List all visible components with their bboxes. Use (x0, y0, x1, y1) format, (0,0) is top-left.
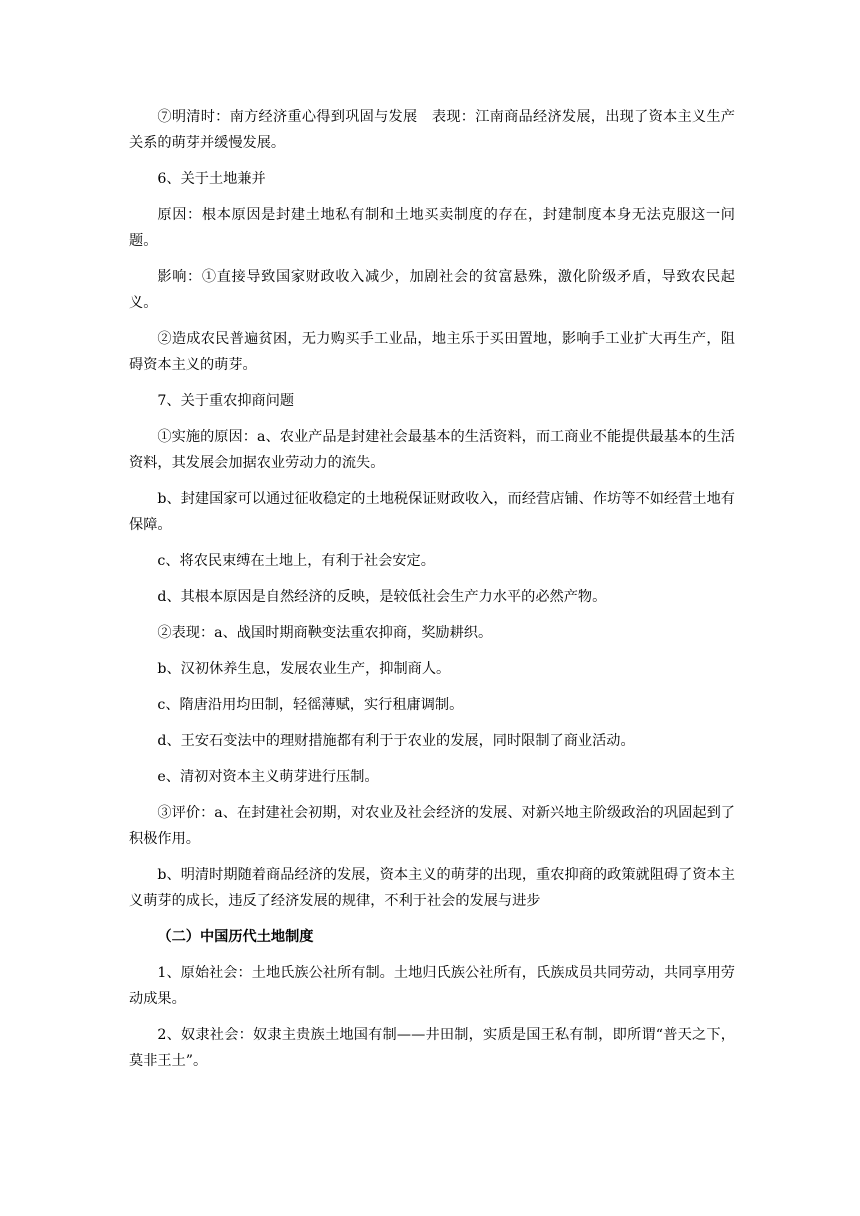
paragraph-policy-reason-a: ①实施的原因：a、农业产品是封建社会最基本的生活资料，而工商业不能提供最基本的生活资料，其发展会加据农业劳动力的流失。 (129, 429, 735, 471)
paragraph-ming-qing-economy: ⑦明清时：南方经济重心得到巩固与发展 表现：江南商品经济发展，出现了资本主义生产关系的萌芽并缓慢发展。 (129, 109, 735, 151)
paragraph-primitive-society: 1、原始社会：土地氏族公社所有制。土地归氏族公社所有，氏族成员共同劳动，共同享用劳动成果。 (129, 965, 735, 1007)
paragraph-annexation-impact-2: ②造成农民普遍贫困，无力购买手工业品，地主乐于买田置地，影响手工业扩大再生产，阻碍资本主义的萌芽。 (129, 331, 735, 373)
section-heading-land-system: （二）中国历代土地制度 (157, 929, 314, 945)
paragraph-policy-manifest-c: c、隋唐沿用均田制，轻徭薄赋，实行租庸调制。 (157, 697, 464, 713)
paragraph-policy-evaluation-b: b、明清时期随着商品经济的发展，资本主义的萌芽的出现，重农抑商的政策就阻碍了资本主义萌芽的成长，违反了经济发展的规律，不利于社会的发展与进步 (129, 867, 735, 909)
paragraph-policy-manifest-b: b、汉初休养生息，发展农业生产，抑制商人。 (157, 661, 451, 677)
paragraph-policy-manifest-e: e、清初对资本主义萌芽进行压制。 (157, 769, 379, 785)
section-heading-land-annexation: 6、关于土地兼并 (157, 171, 266, 187)
paragraph-annexation-impact-1: 影响：①直接导致国家财政收入减少，加剧社会的贫富悬殊，激化阶级矛盾，导致农民起义。 (129, 269, 735, 311)
paragraph-policy-manifest-d: d、王安石变法中的理财措施都有利于于农业的发展，同时限制了商业活动。 (157, 733, 635, 749)
paragraph-policy-manifest-a: ②表现：a、战国时期商鞅变法重农抑商，奖励耕织。 (157, 625, 493, 641)
paragraph-policy-reason-d: d、其根本原因是自然经济的反映，是较低社会生产力水平的必然产物。 (157, 589, 607, 605)
paragraph-slave-society: 2、奴隶社会：奴隶主贵族土地国有制——井田制，实质是国王私有制，即所谓“普天之下，莫非王土”。 (129, 1027, 735, 1069)
paragraph-annexation-cause: 原因：根本原因是封建土地私有制和土地买卖制度的存在，封建制度本身无法克服这一问题。 (129, 207, 735, 249)
paragraph-policy-evaluation-a: ③评价：a、在封建社会初期，对农业及社会经济的发展、对新兴地主阶级政治的巩固起到了积极作用。 (129, 805, 735, 847)
paragraph-policy-reason-c: c、将农民束缚在土地上，有利于社会安定。 (157, 553, 435, 569)
paragraph-policy-reason-b: b、封建国家可以通过征收稳定的土地税保证财政收入，而经营店铺、作坊等不如经营土地有保障。 (129, 491, 735, 533)
section-heading-agriculture-policy: 7、关于重农抑商问题 (157, 393, 295, 409)
document-page (129, 104, 735, 1084)
